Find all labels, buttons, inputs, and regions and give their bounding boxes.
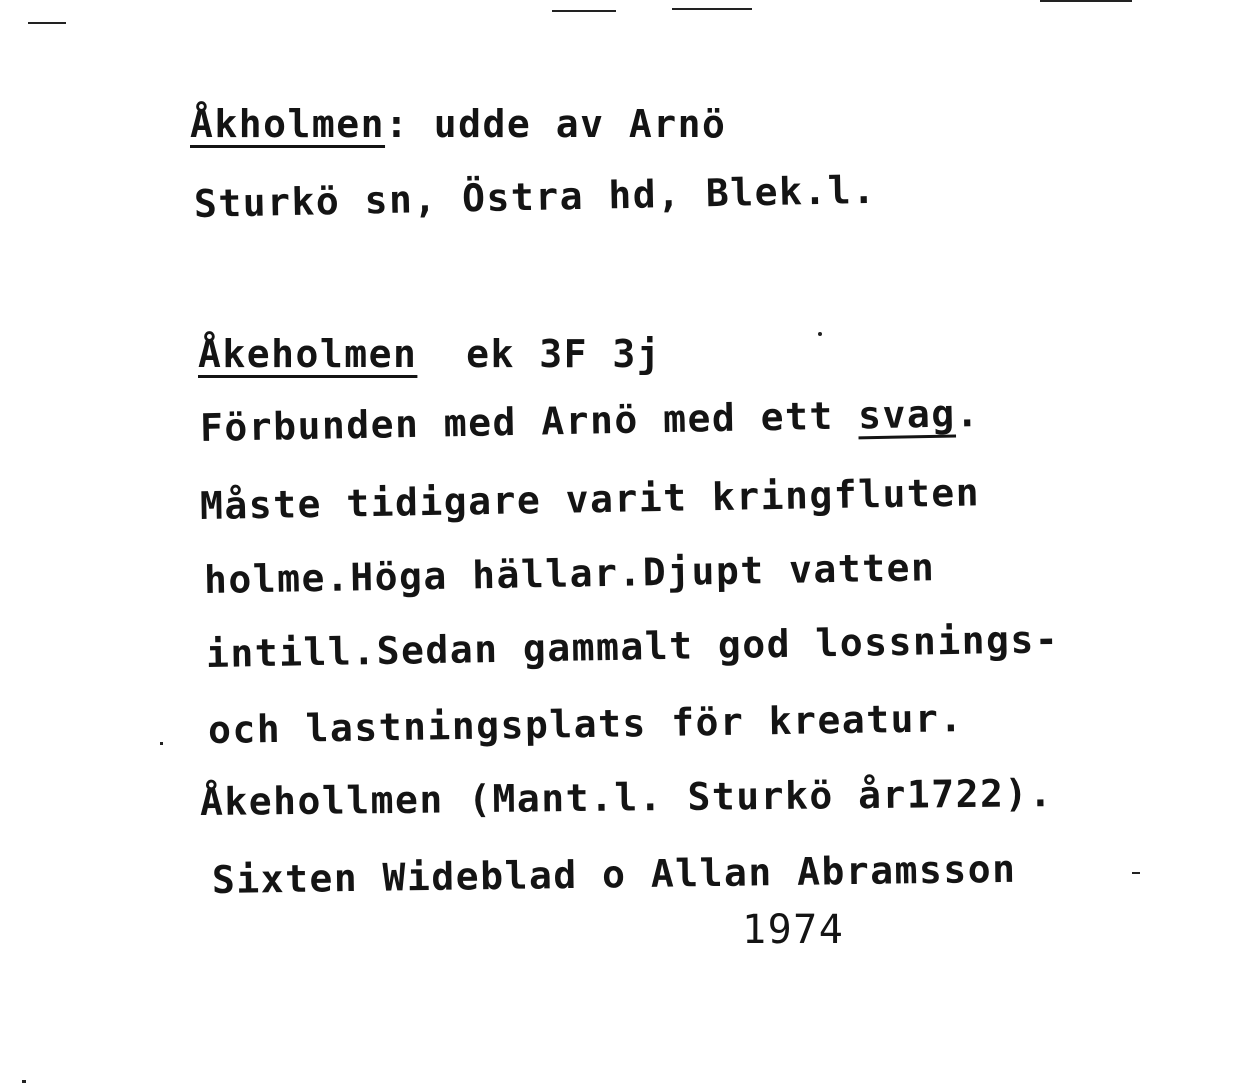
scan-mark: [1132, 872, 1140, 874]
heading-description: udde av Arnö: [409, 102, 727, 146]
body-line-4: intill.Sedan gammalt god lossnings-: [205, 617, 1060, 676]
scan-mark: [818, 332, 822, 336]
scan-mark: [28, 22, 66, 24]
body-line-1-end: .: [955, 391, 981, 436]
body-line-1-text: Förbunden med Arnö med ett: [199, 393, 859, 450]
body-line-2: Måste tidigare varit kringfluten: [199, 470, 981, 528]
place-name-akholmen: Åkholmen: [190, 102, 386, 146]
scan-mark: [160, 742, 163, 745]
signature-line: Sixten Wideblad o Allan Abramsson: [211, 846, 1017, 902]
year: 1974: [742, 907, 845, 953]
body-line-3: holme.Höga hällar.Djupt vatten: [203, 545, 936, 602]
heading-akeholmen: [198, 332, 661, 376]
map-reference: ek 3F 3j: [417, 332, 662, 376]
body-line-6: Åkehollmen (Mant.l. Sturkö år1722).: [199, 771, 1054, 824]
scan-mark: [672, 8, 752, 10]
scan-mark: [552, 10, 616, 12]
place-name-akeholmen: Åkeholmen: [198, 332, 418, 376]
scan-mark: [1040, 0, 1132, 2]
location-line: Sturkö sn, Östra hd, Blek.l.: [193, 167, 877, 226]
heading-akholmen: [190, 102, 726, 146]
body-line-1: [200, 391, 981, 450]
scan-mark: [22, 1080, 26, 1083]
underlined-word-svag: svag: [857, 391, 957, 438]
body-line-5: och lastningsplats för kreatur.: [207, 696, 964, 752]
heading-separator: :: [385, 102, 410, 146]
